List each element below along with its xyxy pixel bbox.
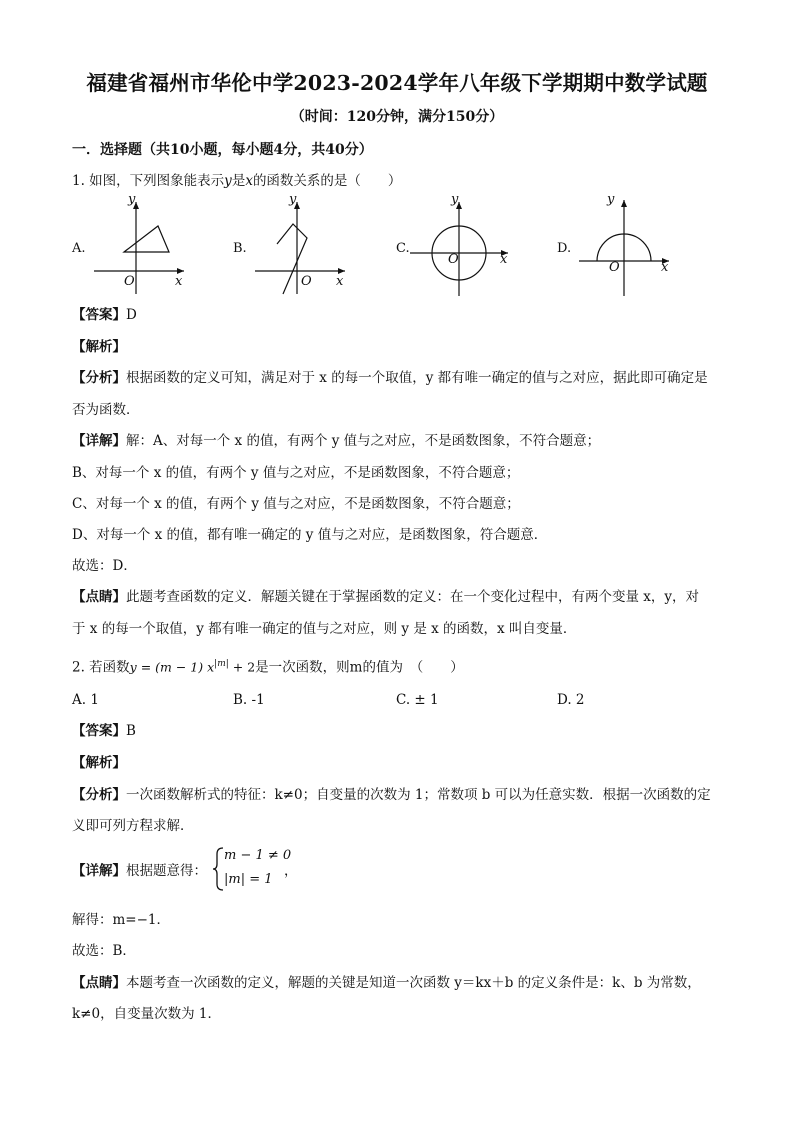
q1-figure-d-xaxis: x xyxy=(661,260,669,275)
q1-figure-c-origin: O xyxy=(448,252,459,267)
q1-figure-c-xaxis: x xyxy=(500,252,508,267)
q2-option-d: D. 2 xyxy=(557,692,585,708)
q2-stem xyxy=(72,655,732,677)
q1-detail-line-1: 【详解】解：A、对每一个 x 的值，有两个 y 值与之对应，不是函数图象，不符合题意； xyxy=(72,433,601,449)
q1-detail-line-3: C、对每一个 x 的值，有两个 y 值与之对应，不是函数图象，不符合题意； xyxy=(72,496,520,512)
q1-figure-a-label: A. xyxy=(72,241,86,256)
q1-stem-suffix: 的函数关系的是（ ） xyxy=(252,173,402,189)
q1-comment-line-2: 于 x 的每一个取值，y 都有唯一确定的值与之对应，则 y 是 x 的函数，x 叫自变量． xyxy=(72,621,577,637)
q1-figure-b-yaxis: y xyxy=(289,192,297,207)
q1-figure-c-yaxis: y xyxy=(451,192,459,207)
q2-comment-line-1: 【点睛】本题考查一次函数的定义，解题的关键是知道一次函数 y＝kx＋b 的定义条件是：k、b 为常数， xyxy=(72,975,701,991)
q1-stem xyxy=(72,172,732,190)
q1-detail-line-4: D、对每一个 x 的值，都有唯一确定的 y 值与之对应，是函数图象，符合题意． xyxy=(72,527,548,543)
q1-figure-a-origin: O xyxy=(124,274,135,289)
q1-figure-c-graph xyxy=(396,196,526,296)
q2-choice: 故选：B． xyxy=(72,943,136,959)
q2-equation-line-1: m − 1 ≠ 0 xyxy=(224,848,292,863)
q2-stem-suffix: 是一次函数，则m的值为 （ ） xyxy=(255,659,464,676)
q2-equation-comma: ， xyxy=(284,863,298,879)
q2-analysis-line-2: 义即可列方程求解． xyxy=(72,818,194,834)
q1-figure-a-xaxis: x xyxy=(175,274,183,289)
q1-figure-c-label: C. xyxy=(396,241,410,256)
q2-formula-exponent: |m| xyxy=(214,659,229,669)
q1-choice: 故选：D． xyxy=(72,558,137,574)
q1-analysis-line-1: 【分析】根据函数的定义可知，满足对于 x 的每一个取值，y 都有唯一确定的值与之对应，据此即可确定是 xyxy=(72,370,708,386)
q2-stem-prefix: 2. 若函数 xyxy=(72,659,130,676)
q2-answer: 【答案】B xyxy=(72,723,136,739)
section-heading: 一．选择题（共10小题，每小题4分，共40分） xyxy=(72,142,373,158)
q2-solution: 解得：m=−1． xyxy=(72,912,171,928)
q1-stem-mid: 是 xyxy=(231,173,246,189)
q1-stem-y: y xyxy=(224,173,232,189)
q1-comment-line-1: 【点睛】此题考查函数的定义．解题关键在于掌握函数的定义：在一个变化过程中，有两个变量 x，y，对 xyxy=(72,589,700,605)
q1-analysis-heading: 【解析】 xyxy=(72,339,126,355)
q1-figure-a-yaxis: y xyxy=(128,192,136,207)
q1-answer: 【答案】D xyxy=(72,307,137,323)
q1-figure-a xyxy=(72,192,202,296)
q1-figure-d-graph xyxy=(557,196,687,296)
q1-figure-b-label: B. xyxy=(233,241,247,256)
q1-stem-x: x xyxy=(245,173,253,189)
q1-analysis-line-2: 否为函数． xyxy=(72,402,140,418)
q2-option-c: C. ± 1 xyxy=(396,692,439,708)
q1-figure-c xyxy=(396,192,526,296)
q1-figure-b-xaxis: x xyxy=(336,274,344,289)
q1-figure-b-origin: O xyxy=(301,274,312,289)
q1-figure-b xyxy=(233,192,363,296)
q2-equation-line-2: |m| = 1 xyxy=(224,872,273,887)
q2-analysis-line-1: 【分析】一次函数解析式的特征：k≠0；自变量的次数为 1；常数项 b 可以为任意实数．根据一次函数的定 xyxy=(72,787,711,803)
q1-figure-d-label: D. xyxy=(557,241,572,256)
q2-detail-label: 【详解】根据题意得： xyxy=(72,863,207,879)
q1-figure-b-graph xyxy=(233,196,363,296)
q1-figure-d-origin: O xyxy=(609,260,620,275)
q1-figure-a-graph xyxy=(72,196,202,296)
q1-figure-d-yaxis: y xyxy=(607,192,615,207)
q1-figure-d xyxy=(557,192,687,296)
q2-comment-line-2: k≠0，自变量次数为 1． xyxy=(72,1006,221,1022)
q2-equation-system xyxy=(212,846,292,892)
q1-detail-line-2: B、对每一个 x 的值，有两个 y 值与之对应，不是函数图象，不符合题意； xyxy=(72,465,520,481)
q2-formula-tail: + 2 xyxy=(228,659,256,675)
q2-analysis-heading: 【解析】 xyxy=(72,755,126,771)
q1-stem-prefix: 1. 如图，下列图象能表示 xyxy=(72,173,225,189)
q2-option-b: B. -1 xyxy=(233,692,265,708)
page-title: 福建省福州市华伦中学2023-2024学年八年级下学期期中数学试题 xyxy=(86,71,708,95)
q2-formula: y = (m − 1) x xyxy=(129,659,215,675)
q2-option-a: A. 1 xyxy=(72,692,99,708)
exam-time-info: （时间：120分钟，满分150分） xyxy=(290,109,504,125)
